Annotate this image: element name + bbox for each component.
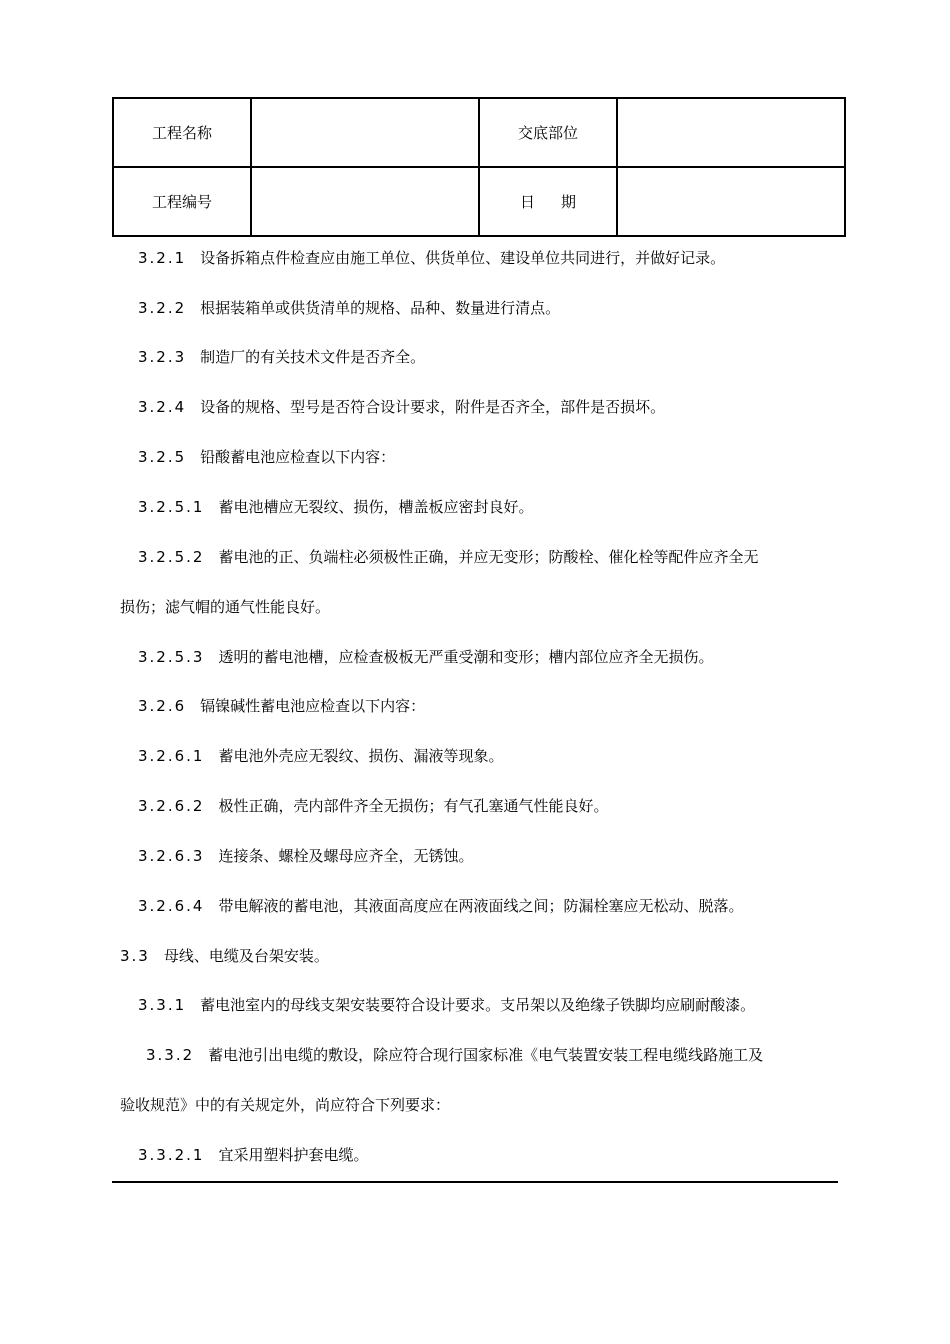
section-3-3 xyxy=(120,946,329,966)
paragraph-text: 损伤；滤气帽的通气性能良好。 xyxy=(120,598,331,616)
paragraph-number: 3.2.5 xyxy=(138,448,187,466)
table-row xyxy=(113,167,845,236)
project-name-label: 工程名称 xyxy=(113,98,251,167)
paragraph-number: 3.2.6.4 xyxy=(138,897,205,915)
paragraph-text: 极性正确，壳内部件齐全无损伤；有气孔塞通气性能良好。 xyxy=(218,797,609,815)
project-name-value xyxy=(251,98,479,167)
paragraph-3-2-1 xyxy=(138,248,725,268)
paragraph-text: 带电解液的蓄电池，其液面高度应在两液面线之间；防漏栓塞应无松动、脱落。 xyxy=(218,897,744,915)
paragraph-number: 3.2.6.3 xyxy=(138,847,205,865)
disclosure-part-label: 交底部位 xyxy=(479,98,617,167)
paragraph-text: 蓄电池室内的母线支架安装要符合设计要求。支吊架以及绝缘子铁脚均应刷耐酸漆。 xyxy=(200,996,756,1014)
paragraph-number: 3.3.2 xyxy=(146,1046,195,1064)
paragraph-number: 3.2.6.2 xyxy=(138,797,205,815)
paragraph-number: 3.2.5.1 xyxy=(138,498,205,516)
paragraph-text: 透明的蓄电池槽，应检查极板无严重受潮和变形；槽内部位应齐全无损伤。 xyxy=(218,648,714,666)
paragraph-3-2-5-2 xyxy=(138,547,759,567)
paragraph-3-2-5-1 xyxy=(138,497,534,517)
table-row xyxy=(113,98,845,167)
date-value xyxy=(617,167,845,236)
paragraph-3-3-2-continued xyxy=(120,1095,450,1115)
paragraph-3-3-2-1 xyxy=(138,1145,369,1165)
paragraph-text: 镉镍碱性蓄电池应检查以下内容： xyxy=(200,697,426,715)
paragraph-3-3-2 xyxy=(146,1045,763,1065)
bottom-divider xyxy=(112,1181,838,1183)
paragraph-number: 3.3 xyxy=(120,947,150,965)
paragraph-3-2-5-3 xyxy=(138,647,714,667)
paragraph-text: 蓄电池的正、负端柱必须极性正确，并应无变形；防酸栓、催化栓等配件应齐全无 xyxy=(218,548,759,566)
project-number-label: 工程编号 xyxy=(113,167,251,236)
paragraph-number: 3.3.1 xyxy=(138,996,187,1014)
paragraph-text: 制造厂的有关技术文件是否齐全。 xyxy=(200,348,426,366)
paragraph-3-3-1 xyxy=(138,995,755,1015)
project-number-value xyxy=(251,167,479,236)
paragraph-3-2-6 xyxy=(138,696,425,716)
paragraph-text: 蓄电池引出电缆的敷设，除应符合现行国家标准《电气装置安装工程电缆线路施工及 xyxy=(208,1046,764,1064)
paragraph-number: 3.3.2.1 xyxy=(138,1146,205,1164)
paragraph-number: 3.2.1 xyxy=(138,249,187,267)
paragraph-3-2-6-1 xyxy=(138,746,504,766)
paragraph-text: 铅酸蓄电池应检查以下内容： xyxy=(200,448,396,466)
paragraph-text: 设备的规格、型号是否符合设计要求，附件是否齐全，部件是否损坏。 xyxy=(200,398,666,416)
paragraph-number: 3.2.6 xyxy=(138,697,187,715)
paragraph-text: 蓄电池槽应无裂纹、损伤，槽盖板应密封良好。 xyxy=(218,498,534,516)
paragraph-3-2-6-4 xyxy=(138,896,744,916)
paragraph-number: 3.2.6.1 xyxy=(138,747,205,765)
paragraph-3-2-6-2 xyxy=(138,796,609,816)
paragraph-text: 连接条、螺栓及螺母应齐全，无锈蚀。 xyxy=(218,847,474,865)
paragraph-text: 宜采用塑料护套电缆。 xyxy=(218,1146,369,1164)
disclosure-part-value xyxy=(617,98,845,167)
paragraph-number: 3.2.3 xyxy=(138,348,187,366)
paragraph-3-2-5-2-continued xyxy=(120,597,330,617)
paragraph-text: 根据装箱单或供货清单的规格、品种、数量进行清点。 xyxy=(200,299,561,317)
paragraph-text: 蓄电池外壳应无裂纹、损伤、漏液等现象。 xyxy=(218,747,504,765)
paragraph-3-2-6-3 xyxy=(138,846,474,866)
paragraph-number: 3.2.2 xyxy=(138,299,187,317)
paragraph-3-2-5 xyxy=(138,447,395,467)
paragraph-text: 设备拆箱点件检查应由施工单位、供货单位、建设单位共同进行，并做好记录。 xyxy=(200,249,726,267)
paragraph-number: 3.2.5.3 xyxy=(138,648,205,666)
paragraph-text: 验收规范》中的有关规定外，尚应符合下列要求： xyxy=(120,1096,451,1114)
paragraph-3-2-2 xyxy=(138,298,560,318)
paragraph-3-2-4 xyxy=(138,397,665,417)
date-label: 日期 xyxy=(479,167,617,236)
header-info-table xyxy=(112,97,846,237)
paragraph-3-2-3 xyxy=(138,347,425,367)
paragraph-text: 母线、电缆及台架安装。 xyxy=(163,947,329,965)
paragraph-number: 3.2.4 xyxy=(138,398,187,416)
paragraph-number: 3.2.5.2 xyxy=(138,548,205,566)
